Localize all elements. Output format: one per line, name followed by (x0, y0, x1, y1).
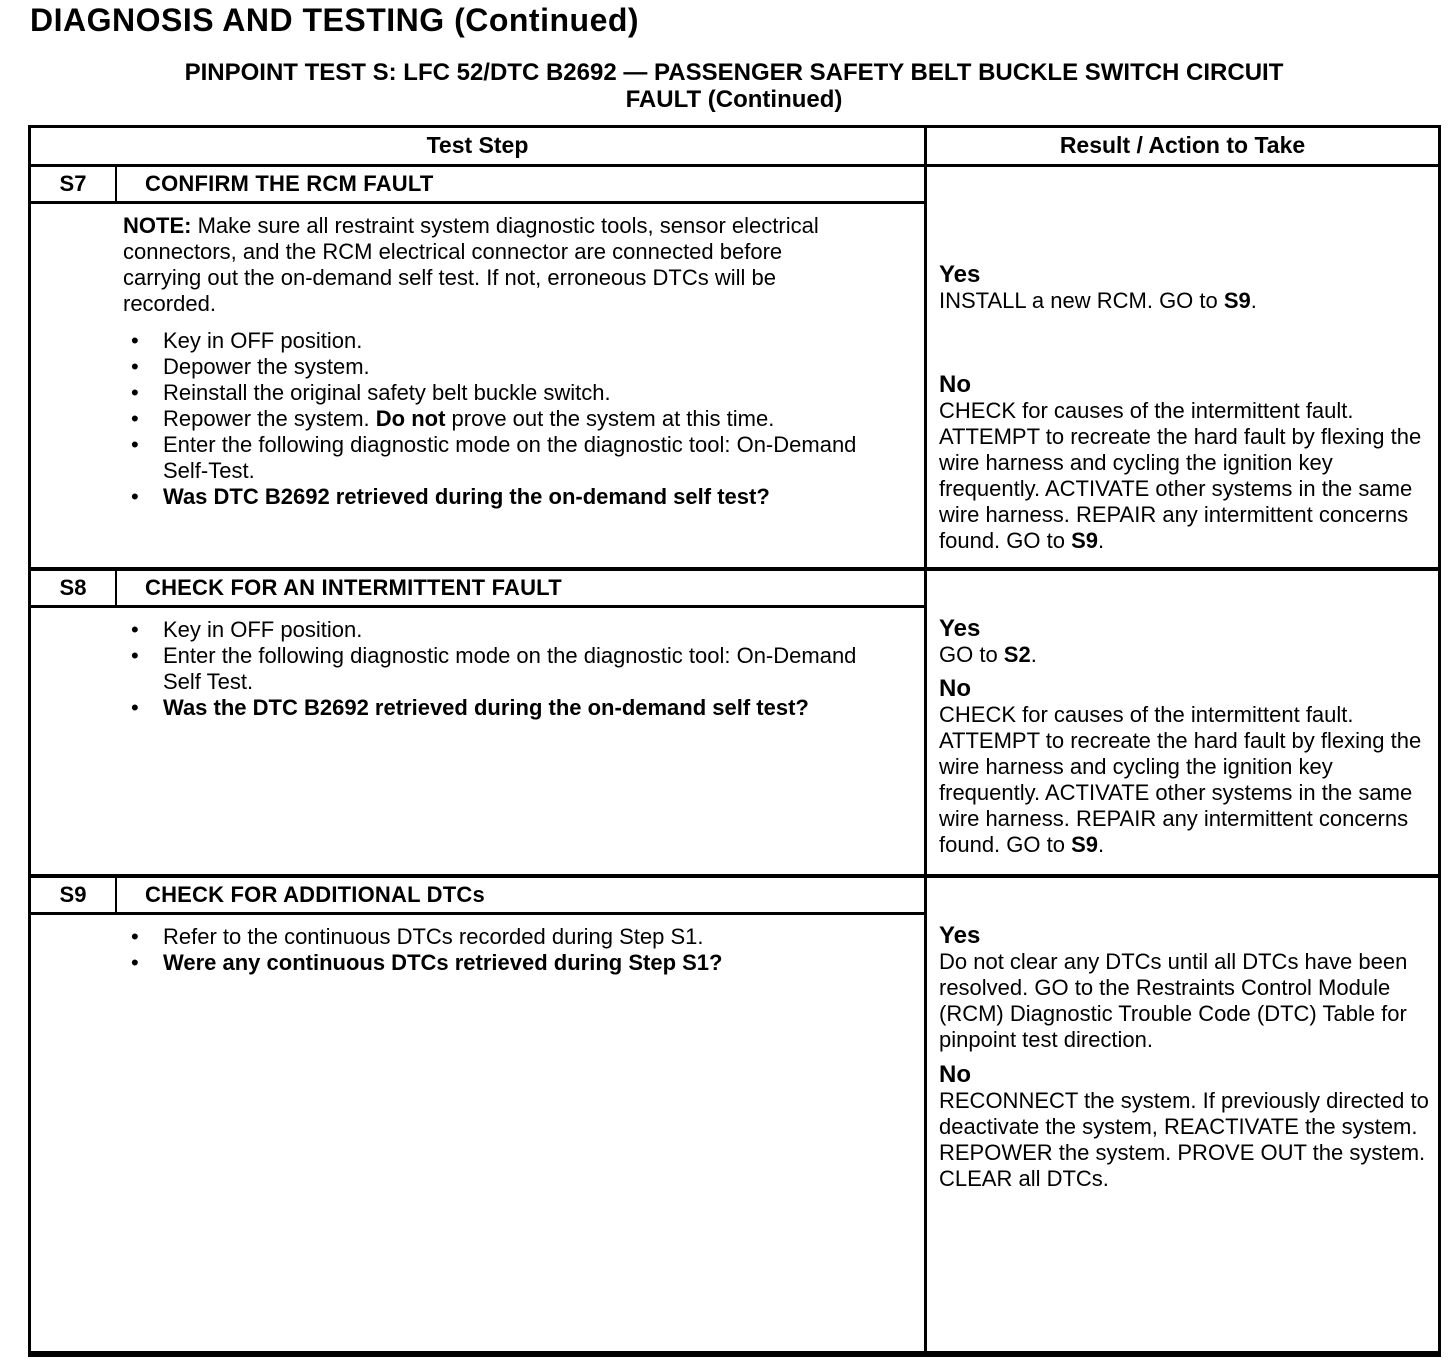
step-id-s8: S8 (31, 571, 117, 605)
answer-no-block-s7 (939, 371, 1430, 554)
bullet-item: • Key in OFF position. (123, 617, 873, 643)
column-header-test-step: Test Step (31, 128, 927, 164)
step-title-s8: CHECK FOR AN INTERMITTENT FAULT (145, 575, 562, 600)
test-step-cell-s7 (31, 167, 927, 567)
answer-text-no: CHECK for causes of the intermittent fault. ATTEMPT to recreate the hard fault by flexing the wire harness and cycling the ignition key frequently. ACTIVATE other systems in the same wire harness. REPAIR any intermittent concerns found. GO to S9. (939, 702, 1422, 857)
answer-yes-block-s7 (939, 261, 1430, 314)
bullet-item: • Reinstall the original safety belt buckle switch. (123, 380, 873, 406)
step-title-s7: CONFIRM THE RCM FAULT (145, 171, 434, 196)
section-subtitle (28, 59, 1440, 113)
bullet-item: • Enter the following diagnostic mode on the diagnostic tool: On-Demand Self Test. (123, 643, 873, 695)
result-cell-s9 (927, 878, 1438, 1351)
result-cell-s8 (927, 571, 1438, 874)
step-body-s7 (31, 204, 924, 520)
subtitle-line1: PINPOINT TEST S: LFC 52/DTC B2692 — PASSENGER SAFETY BELT BUCKLE SWITCH CIRCUIT (184, 59, 1284, 86)
bullet-item: • Key in OFF position. (123, 328, 873, 354)
step-title-row-s7 (31, 167, 924, 204)
answer-label-no: No (939, 675, 971, 702)
bullet-item: • Were any continuous DTCs retrieved during Step S1? (123, 950, 873, 976)
test-step-cell-s8 (31, 571, 927, 874)
step-body-s9 (31, 915, 924, 986)
note-paragraph-s7: NOTE: Make sure all restraint system diagnostic tools, sensor electrical connectors, and the RCM electrical connector are connected before carrying out the on-demand self test. If not, erroneous DTCs will be recorded. (123, 213, 819, 316)
result-cell-s7 (927, 167, 1438, 567)
bullet-item: • Refer to the continuous DTCs recorded during Step S1. (123, 924, 873, 950)
bullet-item: • Was DTC B2692 retrieved during the on-demand self test? (123, 484, 873, 510)
answer-no-block-s9 (939, 1061, 1430, 1192)
answer-yes-block-s9 (939, 922, 1430, 1053)
bullet-list-s8 (123, 617, 894, 721)
document-page (0, 2, 1456, 1357)
bullet-item: • Was the DTC B2692 retrieved during the on-demand self test? (123, 695, 873, 721)
step-title-row-s9 (31, 878, 924, 915)
table-header-row (31, 128, 1438, 167)
test-step-cell-s9 (31, 878, 927, 1351)
bullet-item: • Depower the system. (123, 354, 873, 380)
bullet-list-s9 (123, 924, 894, 976)
answer-text-yes: Do not clear any DTCs until all DTCs have been resolved. GO to the Restraints Control Module (RCM) Diagnostic Trouble Code (DTC) Table for pinpoint test direction. (939, 949, 1408, 1052)
step-body-s8 (31, 608, 924, 731)
table-row-step-s7 (31, 167, 1438, 567)
step-id-s7: S7 (31, 167, 117, 201)
answer-label-yes: Yes (939, 261, 981, 288)
answer-text-no: CHECK for causes of the intermittent fault. ATTEMPT to recreate the hard fault by flexing the wire harness and cycling the ignition key frequently. ACTIVATE other systems in the same wire harness. REPAIR any intermittent concerns found. GO to S9. (939, 398, 1422, 553)
bullet-item: • Repower the system. Do not prove out the system at this time. (123, 406, 873, 432)
answer-text-yes: INSTALL a new RCM. GO to S9. (939, 288, 1257, 313)
bullet-list-s7 (123, 328, 894, 510)
answer-label-no: No (939, 371, 971, 398)
table-row-step-s9 (31, 874, 1438, 1351)
answer-no-block-s8 (939, 675, 1430, 858)
page-title: DIAGNOSIS AND TESTING (Continued) (30, 2, 640, 38)
answer-text-no: RECONNECT the system. If previously directed to deactivate the system, REACTIVATE the system. REPOWER the system. PROVE OUT the system. CLEAR all DTCs. (939, 1088, 1429, 1191)
answer-label-yes: Yes (939, 922, 981, 949)
answer-label-yes: Yes (939, 615, 981, 642)
column-header-result-action: Result / Action to Take (1059, 132, 1306, 158)
bullet-item: • Enter the following diagnostic mode on the diagnostic tool: On-Demand Self-Test. (123, 432, 873, 484)
table-row-step-s8 (31, 567, 1438, 874)
answer-yes-block-s8 (939, 615, 1430, 668)
answer-label-no: No (939, 1061, 971, 1088)
answer-text-yes: GO to S2. (939, 642, 1037, 667)
step-title-s9: CHECK FOR ADDITIONAL DTCs (145, 882, 485, 907)
step-id-s9: S9 (31, 878, 117, 912)
subtitle-line2: FAULT (Continued) (625, 86, 843, 113)
step-title-row-s8 (31, 571, 924, 608)
pinpoint-test-table (28, 125, 1441, 1357)
